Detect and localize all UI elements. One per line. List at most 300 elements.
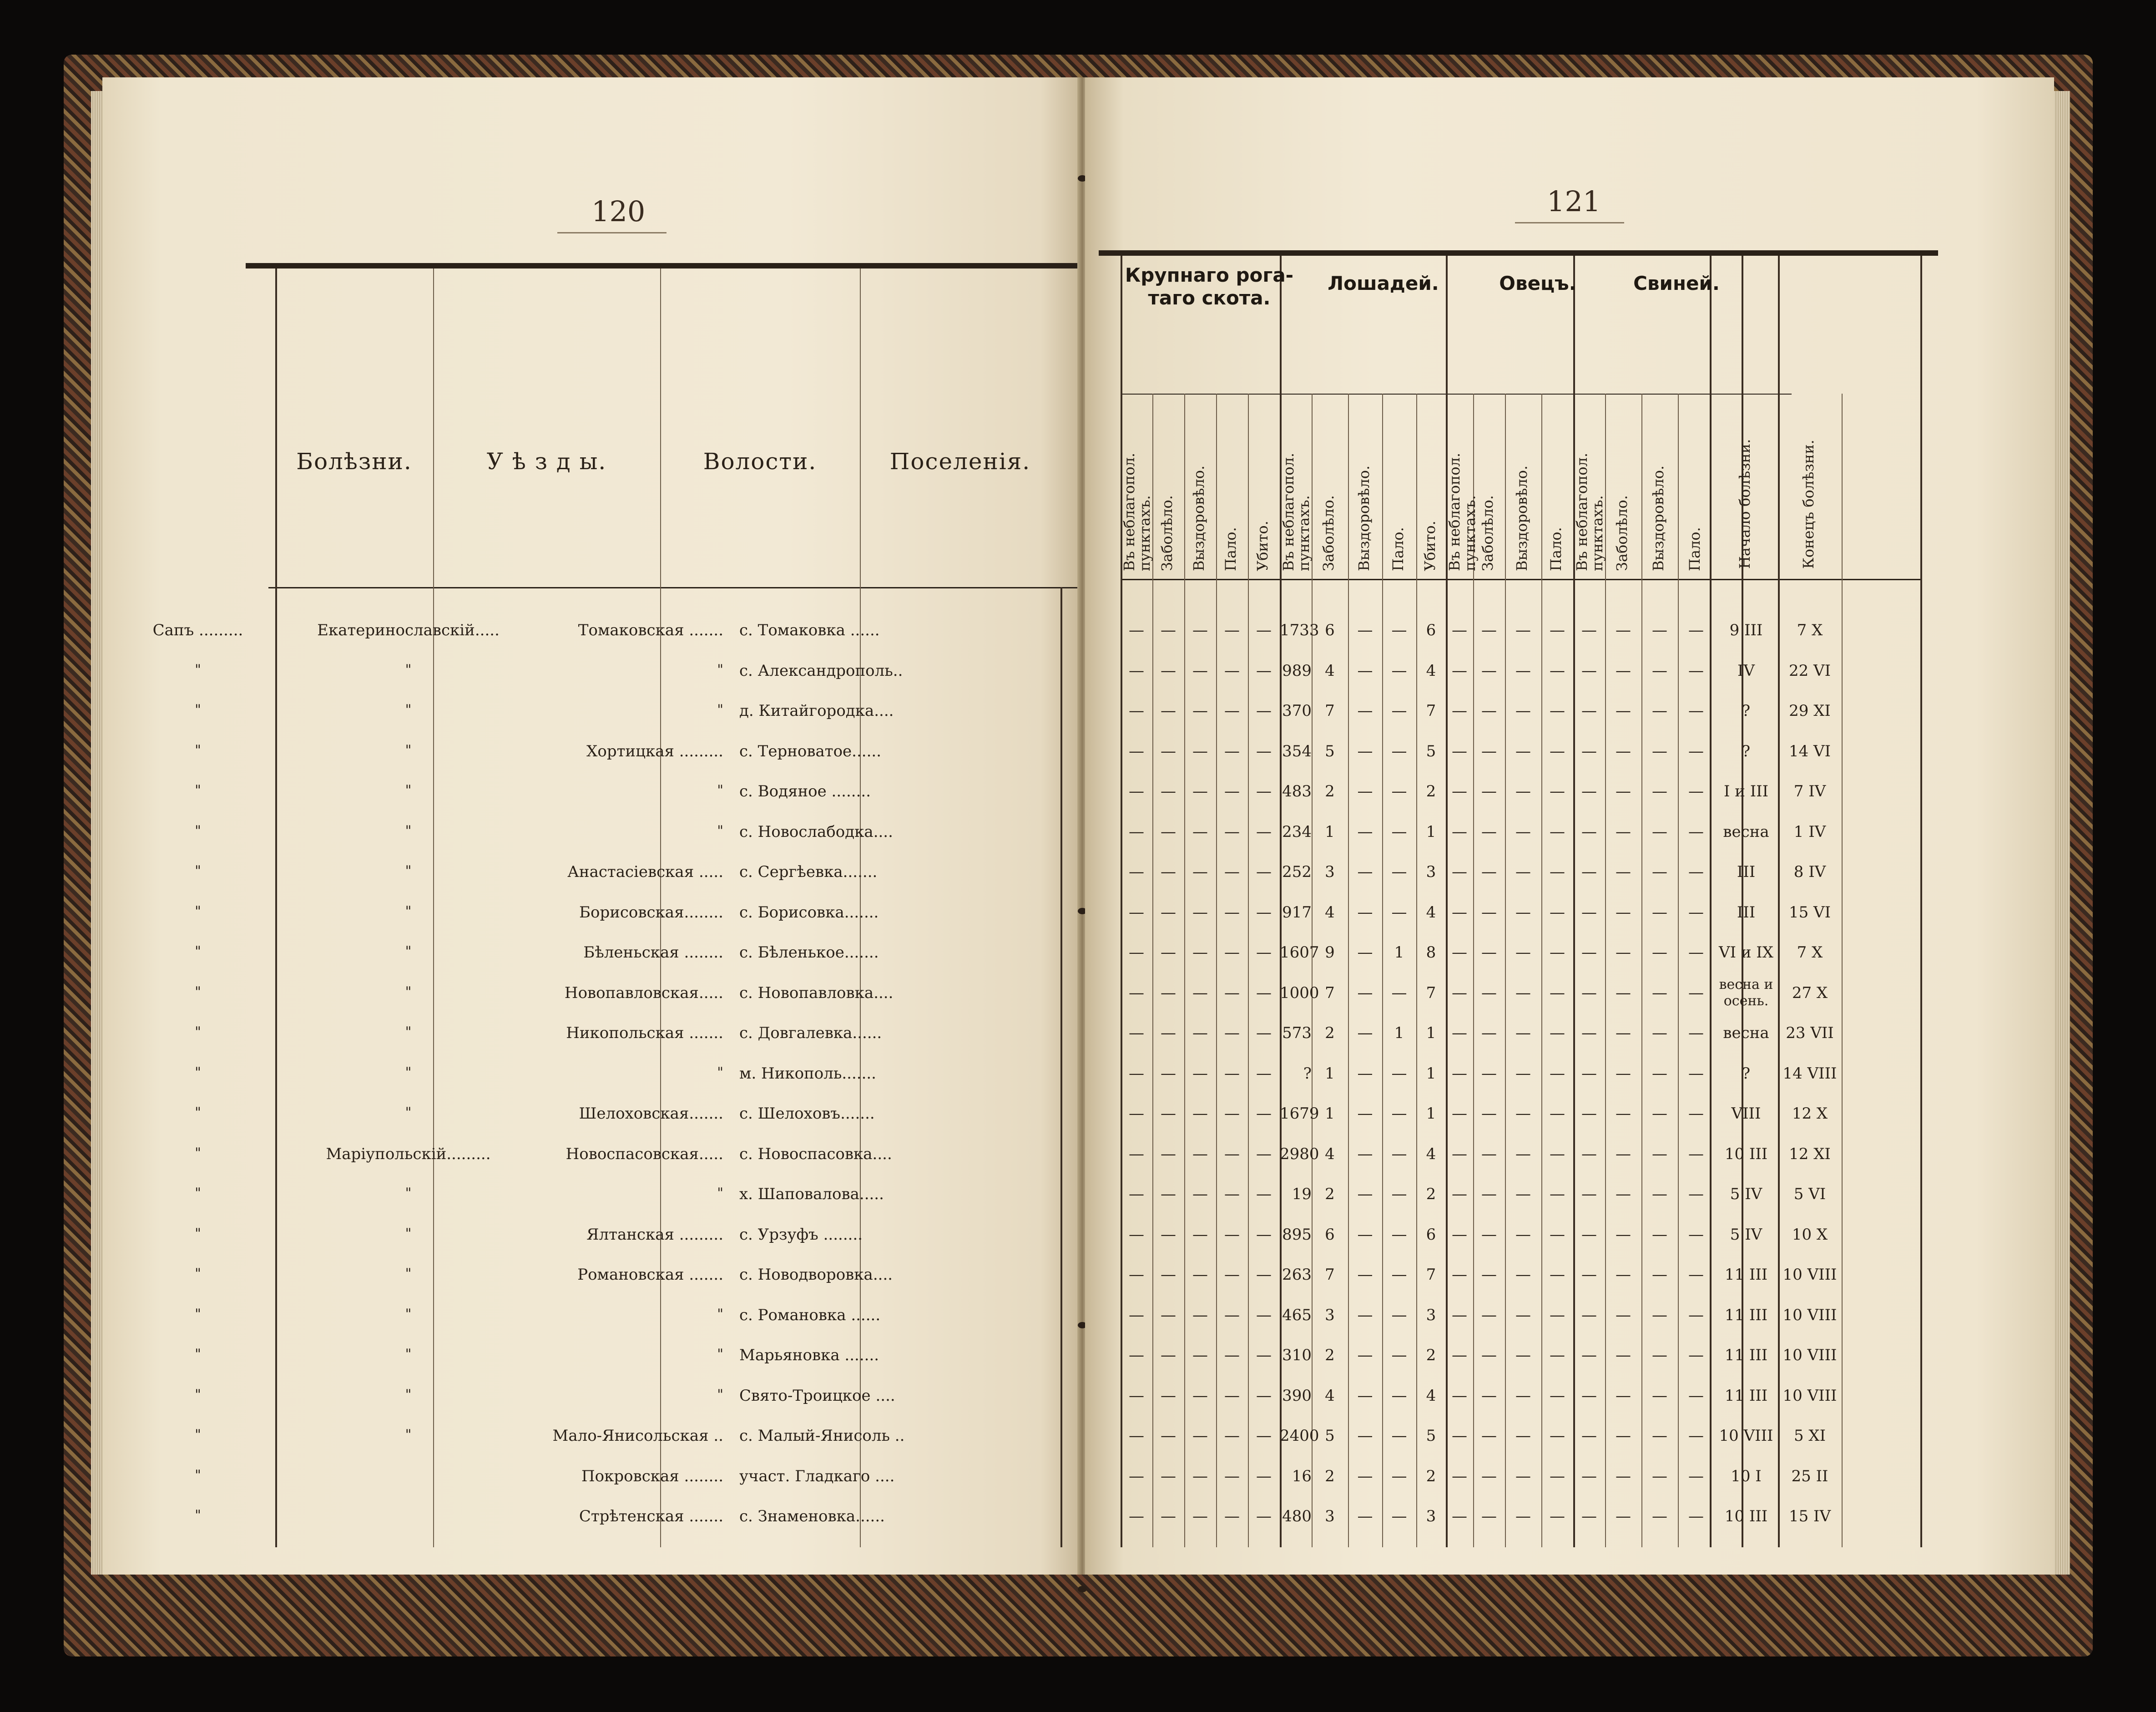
cell: —: [1652, 1427, 1667, 1445]
table-row: [102, 1458, 1080, 1498]
cell: —: [1481, 983, 1497, 1002]
cell: —: [1357, 1185, 1373, 1203]
table-row: [1085, 1055, 2054, 1095]
cell: —: [1391, 1306, 1407, 1324]
cell: —: [1688, 863, 1704, 881]
cell: —: [1550, 1064, 1565, 1083]
cell: —: [1192, 903, 1208, 922]
cell: 6: [1426, 621, 1436, 639]
cell: —: [1129, 742, 1144, 760]
cell: —: [1129, 1225, 1144, 1244]
cell: —: [1550, 903, 1565, 922]
cell-settlement: м. Никополь.......: [739, 1064, 876, 1083]
cell: —: [1652, 1507, 1667, 1525]
cell: —: [1452, 1467, 1467, 1485]
cell: 1: [1325, 1064, 1335, 1083]
cell: —: [1161, 1185, 1176, 1203]
cell: —: [1391, 1467, 1407, 1485]
cell: 11 III: [1724, 1346, 1768, 1364]
cell: —: [1192, 782, 1208, 800]
cell: —: [1616, 1185, 1631, 1203]
cell: —: [1224, 702, 1240, 720]
cell: 1: [1325, 1104, 1335, 1123]
cell: 1: [1394, 1024, 1404, 1042]
cell: —: [1688, 1386, 1704, 1405]
subheader-2: Выздоровѣло.: [1190, 465, 1207, 571]
cell: 9 III: [1729, 621, 1763, 639]
cell-disease: ": [195, 1427, 201, 1443]
cell: —: [1481, 1427, 1497, 1445]
cell: 5 XI: [1793, 1427, 1826, 1445]
table-row: [1085, 1378, 2054, 1418]
cell: 3: [1325, 863, 1335, 881]
table-row: [1085, 773, 2054, 813]
cell: —: [1581, 1024, 1597, 1042]
cell: —: [1515, 943, 1531, 962]
cell: —: [1688, 1104, 1704, 1123]
top-rule: [246, 263, 1080, 268]
cell: —: [1129, 1306, 1144, 1324]
table-row: [102, 1378, 1080, 1418]
cell: 4: [1325, 903, 1335, 922]
cell: —: [1515, 863, 1531, 881]
cell-settlement: с. Новослабодка....: [739, 822, 893, 841]
cell: —: [1224, 943, 1240, 962]
cell: —: [1391, 1346, 1407, 1364]
cell: —: [1357, 621, 1373, 639]
cell: 1: [1426, 1064, 1436, 1083]
cell: —: [1224, 661, 1240, 680]
cell-uezd: Маріупольскій.........: [326, 1145, 491, 1163]
cell: —: [1652, 903, 1667, 922]
cell: —: [1161, 1346, 1176, 1364]
header-diseases: Болѣзни.: [296, 448, 412, 475]
cell: 1: [1426, 822, 1436, 841]
cell: —: [1616, 1467, 1631, 1485]
cell: —: [1357, 1266, 1373, 1284]
cell: —: [1452, 1104, 1467, 1123]
cell-settlement: участ. Гладкаго ....: [739, 1467, 895, 1485]
cell: —: [1224, 1145, 1240, 1163]
cell: —: [1192, 1507, 1208, 1525]
page-number-left: 120: [591, 195, 646, 228]
cell: 14 VI: [1788, 742, 1831, 760]
cell: —: [1256, 1386, 1272, 1405]
cell: —: [1581, 983, 1597, 1002]
cell: —: [1256, 1185, 1272, 1203]
cell: 3: [1426, 1306, 1436, 1324]
cell-uezd: ": [405, 1306, 412, 1322]
subheader-8: Пало.: [1389, 527, 1407, 571]
cell: —: [1581, 1507, 1597, 1525]
group-horses: Лошадей.: [1328, 272, 1439, 294]
cell: —: [1481, 1185, 1497, 1203]
cell: 3: [1325, 1507, 1335, 1525]
cell: —: [1481, 1104, 1497, 1123]
cell-volost: ": [717, 1306, 723, 1322]
cell-uezd: ": [405, 822, 412, 839]
cell: —: [1481, 822, 1497, 841]
cell: 2: [1325, 1346, 1335, 1364]
cell: VI и IX: [1719, 943, 1773, 962]
cell: —: [1224, 1266, 1240, 1284]
cell: —: [1652, 1064, 1667, 1083]
cell: —: [1161, 1427, 1176, 1445]
cell: ?: [1303, 1064, 1312, 1083]
cell: —: [1129, 1386, 1144, 1405]
cell: 10 I: [1731, 1467, 1762, 1485]
cell: —: [1688, 943, 1704, 962]
cell: —: [1550, 742, 1565, 760]
cell-settlement: с. Урзуфъ ........: [739, 1225, 863, 1244]
cell: —: [1581, 1467, 1597, 1485]
cell: —: [1515, 1064, 1531, 1083]
cell-settlement: д. Китайгородка....: [739, 702, 894, 720]
cell: —: [1129, 822, 1144, 841]
page-number-rule: [557, 232, 666, 233]
cell: 7 X: [1797, 621, 1823, 639]
cell: —: [1581, 1225, 1597, 1244]
cell-settlement: с. Новодворовка....: [739, 1266, 893, 1284]
cell: —: [1581, 1427, 1597, 1445]
table-row: [102, 854, 1080, 894]
cell: —: [1652, 1185, 1667, 1203]
cell: —: [1652, 983, 1667, 1002]
cell: IV: [1737, 661, 1755, 680]
cell: —: [1192, 983, 1208, 1002]
table-row: [102, 653, 1080, 693]
table-row: [102, 1256, 1080, 1297]
cell: —: [1129, 1064, 1144, 1083]
cell: —: [1481, 1145, 1497, 1163]
cell: —: [1391, 1386, 1407, 1405]
cell: 10 X: [1792, 1225, 1828, 1244]
cell: —: [1256, 943, 1272, 962]
cell: 12 XI: [1789, 1145, 1831, 1163]
cell: —: [1452, 1024, 1467, 1042]
cell-disease: ": [195, 1386, 201, 1403]
cell: —: [1515, 903, 1531, 922]
cell: —: [1515, 742, 1531, 760]
cell: —: [1224, 1024, 1240, 1042]
table-row: [102, 733, 1080, 773]
group-sheep: Овецъ.: [1499, 272, 1576, 294]
cell: 23 VII: [1786, 1024, 1834, 1042]
cell: —: [1452, 983, 1467, 1002]
cell: —: [1652, 1225, 1667, 1244]
table-row: [1085, 854, 2054, 894]
cell-uezd: ": [405, 1185, 412, 1201]
cell: —: [1192, 822, 1208, 841]
cell: —: [1481, 1266, 1497, 1284]
table-row: [1085, 1256, 2054, 1297]
cell: —: [1515, 1427, 1531, 1445]
cell: весна: [1723, 1024, 1769, 1042]
cell: 917: [1282, 903, 1312, 922]
cell-uezd: ": [405, 983, 412, 1000]
cell: —: [1688, 983, 1704, 1002]
cell: —: [1581, 1104, 1597, 1123]
cell: —: [1688, 1064, 1704, 1083]
cell: 27 X: [1792, 983, 1828, 1002]
cell: —: [1224, 1467, 1240, 1485]
cell: 11 III: [1724, 1386, 1768, 1405]
cell: —: [1256, 1064, 1272, 1083]
cell: —: [1652, 1386, 1667, 1405]
cell: —: [1256, 661, 1272, 680]
cell: 4: [1426, 1145, 1436, 1163]
cell: —: [1581, 863, 1597, 881]
cell: —: [1357, 1507, 1373, 1525]
cell: —: [1452, 1306, 1467, 1324]
subheader-6: Заболѣло.: [1320, 495, 1337, 571]
cell: —: [1452, 782, 1467, 800]
cell: —: [1224, 1386, 1240, 1405]
cell-uezd: ": [405, 742, 412, 758]
table-row: [1085, 975, 2054, 1015]
cell: —: [1256, 1266, 1272, 1284]
cell-settlement: с. Новоспасовка....: [739, 1145, 892, 1163]
cell: —: [1652, 702, 1667, 720]
cell: ?: [1742, 742, 1751, 760]
table-row: [102, 1095, 1080, 1135]
cell: 11 III: [1724, 1306, 1768, 1324]
cell: —: [1581, 702, 1597, 720]
cell: —: [1192, 702, 1208, 720]
cell: —: [1192, 621, 1208, 639]
cell: 8: [1426, 943, 1436, 962]
cell: ?: [1742, 1064, 1751, 1083]
cell: —: [1192, 1145, 1208, 1163]
cell: —: [1256, 863, 1272, 881]
cell: —: [1515, 1346, 1531, 1364]
page-number-rule: [1515, 222, 1624, 223]
cell: —: [1616, 1346, 1631, 1364]
cell: —: [1391, 782, 1407, 800]
header-settlements: Поселенія.: [889, 448, 1031, 475]
cell-settlement: с. Довгалевка......: [739, 1024, 882, 1042]
cell: 14 VIII: [1782, 1064, 1837, 1083]
cell-uezd: ": [405, 1024, 412, 1040]
cell: —: [1616, 943, 1631, 962]
cell: —: [1192, 1266, 1208, 1284]
cell: —: [1391, 1185, 1407, 1203]
cell: —: [1515, 822, 1531, 841]
cell-volost: Мало-Янисольская ..: [552, 1427, 723, 1445]
cell-uezd: ": [405, 1225, 412, 1241]
cell: —: [1550, 1225, 1565, 1244]
cell-volost: Стрѣтенская .......: [579, 1507, 723, 1525]
binding-stitch: [1078, 1586, 1087, 1592]
cell-settlement: с. Знаменовка......: [739, 1507, 885, 1525]
cell: —: [1224, 782, 1240, 800]
cell: —: [1391, 661, 1407, 680]
cell: —: [1192, 742, 1208, 760]
cell-disease: ": [195, 782, 201, 798]
table-row: [1085, 1176, 2054, 1216]
cell: —: [1129, 1266, 1144, 1284]
cell: —: [1129, 621, 1144, 639]
cell-disease: ": [195, 903, 201, 919]
cell-settlement: с. Новопавловка....: [739, 983, 894, 1002]
cell: —: [1452, 742, 1467, 760]
subheader-18: Начало болѣзни.: [1736, 439, 1753, 569]
cell-disease: ": [195, 1064, 201, 1080]
cell: 1679: [1280, 1104, 1319, 1123]
header-rule: [1121, 579, 1922, 580]
cell-uezd: ": [405, 1386, 412, 1403]
cell: —: [1515, 983, 1531, 1002]
cell: —: [1256, 822, 1272, 841]
cell-volost: Новоспасовская.....: [566, 1145, 723, 1163]
cell: —: [1256, 1024, 1272, 1042]
cell-uezd: ": [405, 863, 412, 879]
cell-uezd: ": [405, 1104, 412, 1120]
table-row: [102, 693, 1080, 733]
page-number-right: 121: [1547, 185, 1601, 218]
cell: —: [1515, 621, 1531, 639]
cell: —: [1616, 1064, 1631, 1083]
cell: —: [1616, 1225, 1631, 1244]
cell: —: [1581, 1185, 1597, 1203]
cell: 4: [1325, 1145, 1335, 1163]
cell: весна: [1723, 822, 1769, 841]
cell: —: [1688, 1185, 1704, 1203]
cell: —: [1129, 1185, 1144, 1203]
cell: —: [1256, 782, 1272, 800]
cell-disease: ": [195, 1145, 201, 1161]
cell: —: [1192, 1427, 1208, 1445]
table-row: [102, 975, 1080, 1015]
cell: —: [1256, 1306, 1272, 1324]
cell: —: [1616, 621, 1631, 639]
cell-uezd: ": [405, 702, 412, 718]
cell: —: [1481, 1225, 1497, 1244]
cell: 234: [1282, 822, 1312, 841]
cell: —: [1688, 1467, 1704, 1485]
cell: —: [1357, 1386, 1373, 1405]
cell-volost: Романовская .......: [577, 1266, 723, 1284]
cell: —: [1357, 1145, 1373, 1163]
cell: —: [1129, 983, 1144, 1002]
cell: 7: [1426, 1266, 1436, 1284]
cell: —: [1481, 742, 1497, 760]
cell-uezd: ": [405, 782, 412, 798]
cell: 2: [1325, 1185, 1335, 1203]
cell: 29 XI: [1789, 702, 1831, 720]
cell: 19: [1292, 1185, 1312, 1203]
subheader-9: Убито.: [1421, 521, 1439, 571]
cell: —: [1192, 1386, 1208, 1405]
cell-volost: ": [717, 782, 723, 798]
cell: —: [1652, 621, 1667, 639]
cell: —: [1224, 742, 1240, 760]
cell: 2: [1426, 1346, 1436, 1364]
cell: —: [1616, 702, 1631, 720]
subheader-13: Пало.: [1547, 527, 1565, 571]
cell: —: [1616, 1024, 1631, 1042]
cell: —: [1161, 1266, 1176, 1284]
cell: —: [1515, 1185, 1531, 1203]
cell: 10 VIII: [1782, 1306, 1837, 1324]
cell: 1607: [1280, 943, 1319, 962]
group-pigs: Свиней.: [1633, 272, 1720, 294]
cell: 11 III: [1724, 1266, 1768, 1284]
table-row: [1085, 612, 2054, 652]
cell: 7: [1325, 983, 1335, 1002]
cell-disease: ": [195, 1185, 201, 1201]
cell: —: [1161, 983, 1176, 1002]
cell: —: [1481, 1386, 1497, 1405]
cell: —: [1481, 1024, 1497, 1042]
cell: —: [1550, 1145, 1565, 1163]
cell-disease: ": [195, 822, 201, 839]
cell: —: [1616, 1507, 1631, 1525]
cell: 6: [1325, 1225, 1335, 1244]
cell: —: [1224, 1064, 1240, 1083]
cell: 2: [1426, 1467, 1436, 1485]
cell: —: [1688, 1346, 1704, 1364]
cell-uezd: ": [405, 903, 412, 919]
cell: —: [1161, 943, 1176, 962]
cell-settlement: Свято-Троицкое ....: [739, 1386, 895, 1405]
cell: 2: [1426, 782, 1436, 800]
cell: 4: [1325, 1386, 1335, 1405]
cell: —: [1481, 661, 1497, 680]
cell: —: [1357, 1346, 1373, 1364]
cell: —: [1224, 621, 1240, 639]
cell: 480: [1282, 1507, 1312, 1525]
cell: —: [1256, 983, 1272, 1002]
cell: —: [1161, 1507, 1176, 1525]
cell: —: [1550, 1386, 1565, 1405]
cell-disease: ": [195, 983, 201, 1000]
cell-disease: ": [195, 661, 201, 678]
cell: —: [1161, 621, 1176, 639]
cell: 25 II: [1791, 1467, 1828, 1485]
left-page: [102, 77, 1080, 1575]
cell: —: [1452, 903, 1467, 922]
cell: —: [1129, 1507, 1144, 1525]
cell: —: [1256, 1145, 1272, 1163]
header-uezds: У ѣ з д ы.: [486, 448, 607, 475]
cell: 5 IV: [1730, 1185, 1762, 1203]
cell: —: [1224, 1427, 1240, 1445]
table-row: [1085, 1418, 2054, 1458]
cell-volost: ": [717, 661, 723, 678]
cell: —: [1357, 943, 1373, 962]
cell: —: [1550, 1427, 1565, 1445]
cell-uezd: ": [405, 661, 412, 678]
cell: 7 X: [1797, 943, 1823, 962]
cell: —: [1581, 661, 1597, 680]
cell: —: [1515, 1386, 1531, 1405]
cell-volost: ": [717, 1346, 723, 1362]
cell: 10 VIII: [1782, 1386, 1837, 1405]
header-rule: [268, 587, 1080, 588]
cell-uezd: ": [405, 943, 412, 959]
cell: —: [1652, 1145, 1667, 1163]
cell: —: [1550, 782, 1565, 800]
cell: —: [1481, 1306, 1497, 1324]
cell: —: [1550, 863, 1565, 881]
table-row: [1085, 693, 2054, 733]
cell: —: [1481, 903, 1497, 922]
cell-disease: Сапъ .........: [152, 621, 243, 639]
cell-disease: ": [195, 742, 201, 758]
cell: —: [1391, 1507, 1407, 1525]
subheader-3: Пало.: [1222, 527, 1239, 571]
